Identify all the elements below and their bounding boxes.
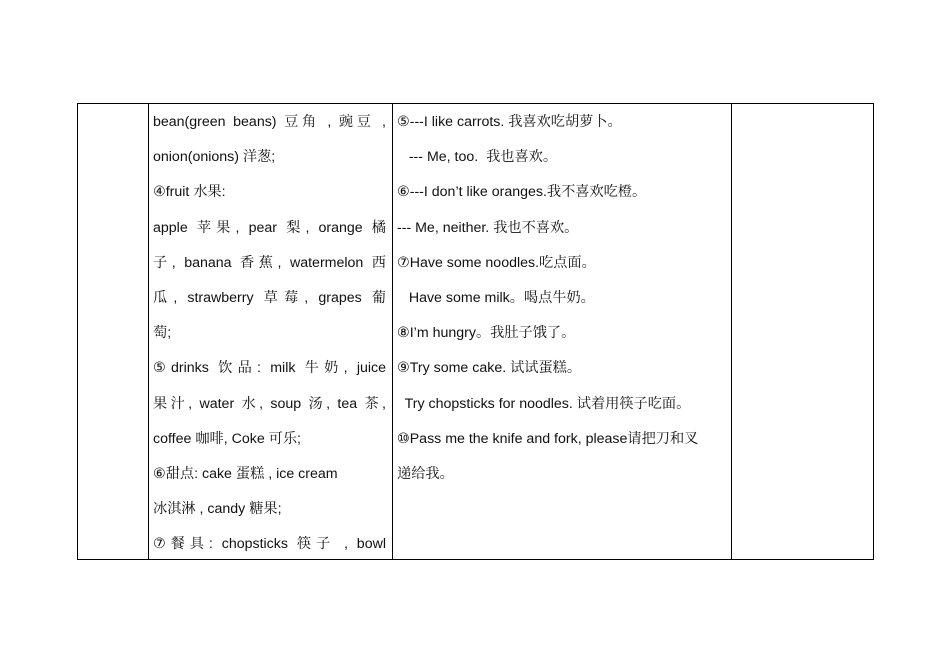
blank-column-right — [732, 104, 873, 559]
sentence-line: Have some milk。喝点牛奶。 — [397, 289, 595, 306]
sentence-line: --- Me, too. 我也喜欢。 — [397, 149, 558, 166]
vocab-line: 冰淇淋 , candy 糖果; — [153, 501, 282, 518]
vocabulary-table — [77, 103, 874, 560]
vocab-line: 子, banana 香蕉, watermelon 西 — [153, 254, 386, 271]
blank-column-left — [78, 104, 149, 559]
sentence-line: ⑦Have some noodles.吃点面。 — [397, 254, 596, 271]
vocab-line: ⑤drinks 饮品: milk 牛奶, juice — [153, 360, 386, 377]
vocab-line: bean(green beans) 豆角 , 豌豆 , — [153, 114, 386, 130]
sentence-line: Try chopsticks for noodles. 试着用筷子吃面。 — [397, 395, 691, 412]
vocab-line: ④fruit 水果: — [153, 184, 226, 201]
sentences-column — [393, 104, 732, 559]
sentence-line: ⑤---I like carrots. 我喜欢吃胡萝卜。 — [397, 114, 622, 130]
vocab-line: 萄; — [153, 325, 172, 342]
sentence-line: --- Me, neither. 我也不喜欢。 — [397, 219, 579, 236]
vocab-line: 瓜, strawberry 草莓, grapes 葡 — [153, 289, 386, 306]
vocab-line: coffee 咖啡, Coke 可乐; — [153, 430, 301, 447]
vocab-line: 果汁, water 水, soup 汤, tea 茶, — [153, 395, 386, 412]
vocab-line: ⑦餐具: chopsticks 筷子 , bowl — [153, 536, 386, 553]
sentence-line: ⑧I’m hungry。我肚子饿了。 — [397, 325, 576, 342]
sentence-line: ⑥---I don’t like oranges.我不喜欢吃橙。 — [397, 184, 647, 201]
vocab-line: apple 苹果, pear 梨, orange 橘 — [153, 219, 386, 236]
sentence-line: 递给我。 — [397, 465, 454, 482]
vocab-line: onion(onions) 洋葱; — [153, 149, 276, 166]
sentence-line: ⑨Try some cake. 试试蛋糕。 — [397, 360, 582, 377]
sentence-line: ⑩Pass me the knife and fork, please请把刀和叉 — [397, 430, 699, 447]
vocab-line: ⑥甜点: cake 蛋糕 , ice cream — [153, 465, 338, 482]
vocabulary-column — [149, 104, 393, 559]
